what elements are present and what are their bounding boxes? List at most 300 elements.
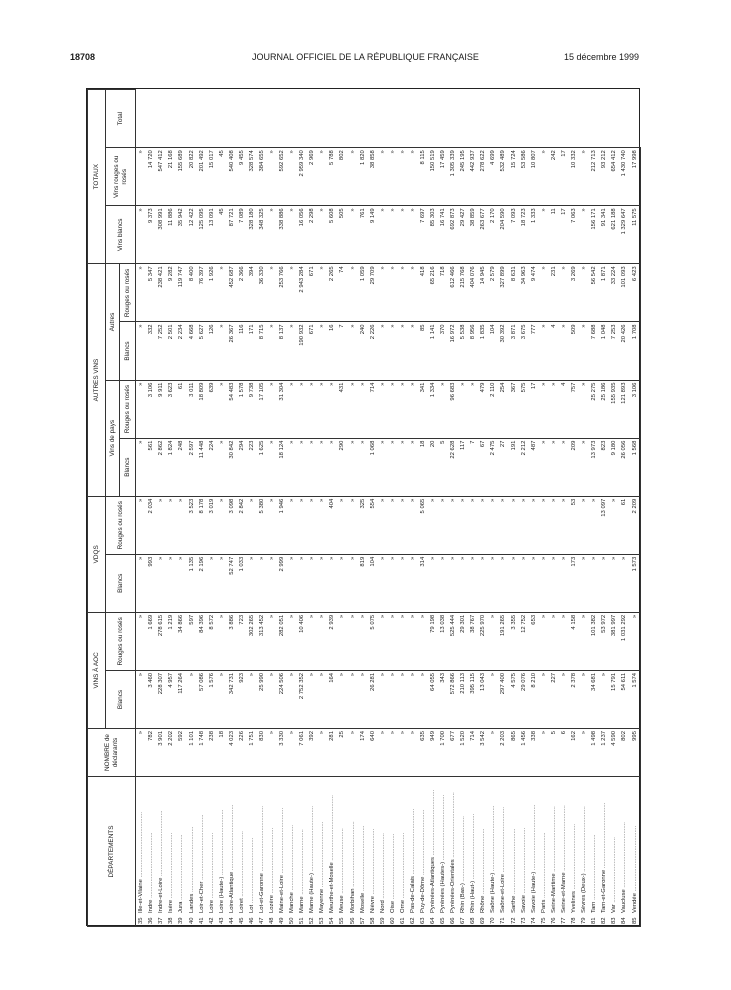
leader-dots: ........................................ bbox=[339, 828, 346, 896]
value-cell: 395 115 bbox=[468, 670, 478, 728]
value-cell: 65 216 bbox=[428, 264, 438, 322]
value-cell: » bbox=[267, 438, 277, 496]
department-cell bbox=[378, 777, 388, 927]
value-cell: 9 373 bbox=[146, 206, 156, 264]
value-cell: 328 180 bbox=[247, 206, 257, 264]
value-cell: 18 bbox=[418, 438, 428, 496]
value-cell: » bbox=[317, 729, 327, 777]
value-cell: 210 113 bbox=[458, 670, 468, 728]
value-cell: 671 bbox=[307, 264, 317, 322]
department-cell bbox=[307, 777, 317, 927]
value-cell: 612 466 bbox=[448, 264, 458, 322]
value-cell: 370 bbox=[438, 322, 448, 380]
department-cell bbox=[136, 777, 147, 927]
value-cell: 7 063 bbox=[569, 206, 579, 264]
value-cell: 227 bbox=[549, 670, 559, 728]
value-cell: 126 bbox=[207, 322, 217, 380]
value-cell: 2 202 bbox=[167, 729, 177, 777]
value-cell: 1 141 bbox=[428, 322, 438, 380]
value-cell: » bbox=[177, 554, 187, 612]
value-cell: » bbox=[509, 554, 519, 612]
value-cell: » bbox=[589, 554, 599, 612]
value-cell: 5 538 bbox=[458, 322, 468, 380]
value-cell: 204 590 bbox=[499, 206, 509, 264]
value-cell: » bbox=[539, 670, 549, 728]
value-cell: » bbox=[559, 322, 569, 380]
header-departements: DÉPARTEMENTS bbox=[88, 777, 136, 927]
department-name: Loire (Haute-) bbox=[218, 876, 225, 913]
value-cell: 4 158 bbox=[569, 612, 579, 670]
value-cell: 17 bbox=[559, 148, 569, 206]
value-cell: 238 421 bbox=[156, 264, 166, 322]
value-cell: 12 752 bbox=[519, 612, 529, 670]
value-cell: 101 093 bbox=[619, 264, 629, 322]
value-cell: » bbox=[217, 670, 227, 728]
value-cell: » bbox=[297, 554, 307, 612]
value-cell: 38 767 bbox=[468, 612, 478, 670]
value-cell: 1 456 bbox=[519, 729, 529, 777]
value-cell: 7 bbox=[338, 322, 348, 380]
department-name: Orne bbox=[399, 899, 406, 913]
value-cell: » bbox=[267, 380, 277, 438]
value-cell: » bbox=[136, 438, 147, 496]
leader-dots: ........................................ bbox=[279, 807, 286, 876]
department-name: Indre-et-Loire bbox=[158, 877, 165, 913]
value-cell: 342 731 bbox=[227, 670, 237, 728]
value-cell: 597 bbox=[187, 612, 197, 670]
table-row bbox=[267, 90, 277, 927]
header-vdqs: VDQS bbox=[88, 496, 106, 612]
value-cell: 5 075 bbox=[368, 612, 378, 670]
value-cell: 282 051 bbox=[277, 612, 287, 670]
department-name: Lot bbox=[248, 904, 255, 913]
value-cell: » bbox=[579, 380, 589, 438]
value-cell: 2 234 bbox=[177, 322, 187, 380]
value-cell: » bbox=[609, 496, 619, 554]
value-cell: 1 237 bbox=[599, 729, 609, 777]
value-cell: » bbox=[539, 612, 549, 670]
value-cell: 245 195 bbox=[458, 148, 468, 206]
table-row bbox=[197, 90, 207, 927]
value-cell: 830 bbox=[257, 729, 267, 777]
value-cell: » bbox=[317, 148, 327, 206]
value-cell: 25 bbox=[338, 729, 348, 777]
department-cell bbox=[257, 777, 267, 927]
table-row bbox=[187, 90, 197, 927]
value-cell: » bbox=[589, 496, 599, 554]
value-cell: 61 bbox=[177, 380, 187, 438]
table-row bbox=[146, 90, 156, 927]
value-cell: » bbox=[136, 612, 147, 670]
value-cell: » bbox=[408, 554, 418, 612]
value-cell: » bbox=[287, 322, 297, 380]
table-row bbox=[529, 90, 539, 927]
value-cell: 723 bbox=[237, 612, 247, 670]
value-cell: 254 bbox=[499, 380, 509, 438]
value-cell: » bbox=[317, 612, 327, 670]
department-name: Var bbox=[611, 904, 618, 913]
department-cell bbox=[468, 777, 478, 927]
leader-dots: ........................................ bbox=[409, 808, 416, 876]
department-number: 81 bbox=[591, 917, 598, 924]
department-cell bbox=[408, 777, 418, 927]
department-number: 82 bbox=[601, 917, 608, 924]
department-number: 77 bbox=[560, 917, 567, 924]
value-cell: 31 304 bbox=[277, 380, 287, 438]
header-pays-rouges: Rouges ou rosés bbox=[120, 380, 136, 438]
department-number: 35 bbox=[138, 917, 145, 924]
table-row bbox=[338, 90, 348, 927]
leader-dots: ........................................ bbox=[188, 826, 195, 894]
table-row bbox=[549, 90, 559, 927]
value-cell: 2 597 bbox=[187, 438, 197, 496]
department-number: 67 bbox=[460, 917, 467, 924]
department-cell bbox=[499, 777, 509, 927]
value-cell: 174 bbox=[358, 729, 368, 777]
department-cell bbox=[519, 777, 529, 927]
value-cell: 64 055 bbox=[428, 670, 438, 728]
value-cell: 5 788 bbox=[328, 148, 338, 206]
department-cell bbox=[187, 777, 197, 927]
value-cell: 76 397 bbox=[197, 264, 207, 322]
table-row bbox=[468, 90, 478, 927]
value-cell: » bbox=[348, 438, 358, 496]
value-cell: 1 751 bbox=[247, 729, 257, 777]
value-cell: 1 835 bbox=[478, 322, 488, 380]
value-cell: 4 023 bbox=[227, 729, 237, 777]
value-cell: 302 265 bbox=[247, 612, 257, 670]
value-cell: » bbox=[217, 496, 227, 554]
value-cell: 692 873 bbox=[448, 206, 458, 264]
value-cell: 12 422 bbox=[187, 206, 197, 264]
leader-dots: ........................................ bbox=[208, 832, 215, 900]
value-cell: 2 579 bbox=[489, 264, 499, 322]
department-cell bbox=[398, 777, 408, 927]
value-cell: » bbox=[408, 438, 418, 496]
value-cell: 1 329 647 bbox=[619, 206, 629, 264]
department-cell bbox=[317, 777, 327, 927]
value-cell: » bbox=[418, 612, 428, 670]
value-cell: 9 738 bbox=[247, 380, 257, 438]
value-cell: 171 bbox=[247, 322, 257, 380]
value-cell: 155 689 bbox=[177, 148, 187, 206]
value-cell: 3 106 bbox=[146, 380, 156, 438]
value-cell: 540 408 bbox=[227, 148, 237, 206]
value-cell: 17 459 bbox=[438, 148, 448, 206]
value-cell: » bbox=[489, 670, 499, 728]
value-cell: » bbox=[398, 729, 408, 777]
value-cell: » bbox=[378, 496, 388, 554]
value-cell: 17 bbox=[559, 206, 569, 264]
table-row bbox=[348, 90, 358, 927]
department-cell bbox=[237, 777, 247, 927]
table-row bbox=[207, 90, 217, 927]
value-cell: 223 bbox=[247, 438, 257, 496]
value-cell: » bbox=[579, 729, 589, 777]
department-cell bbox=[388, 777, 398, 927]
table-row bbox=[519, 90, 529, 927]
value-cell: 27 bbox=[499, 438, 509, 496]
value-cell: » bbox=[287, 438, 297, 496]
value-cell: 505 bbox=[338, 206, 348, 264]
value-cell: » bbox=[136, 670, 147, 728]
value-cell: 8 137 bbox=[277, 322, 287, 380]
value-cell: » bbox=[297, 496, 307, 554]
department-name: Saône (Haute-) bbox=[490, 872, 497, 913]
value-cell: » bbox=[559, 438, 569, 496]
value-cell: » bbox=[559, 670, 569, 728]
department-name: Yvelines bbox=[570, 891, 577, 913]
value-cell: » bbox=[348, 612, 358, 670]
table-row bbox=[398, 90, 408, 927]
value-cell: 93 212 bbox=[599, 148, 609, 206]
table-row bbox=[499, 90, 509, 927]
value-cell: » bbox=[458, 496, 468, 554]
department-number: 45 bbox=[238, 917, 245, 924]
value-cell: 1 101 bbox=[187, 729, 197, 777]
value-cell: » bbox=[489, 554, 499, 612]
department-number: 44 bbox=[228, 917, 235, 924]
value-cell: » bbox=[287, 612, 297, 670]
value-cell: 26 281 bbox=[368, 670, 378, 728]
value-cell: » bbox=[408, 496, 418, 554]
leader-dots: ........................................ bbox=[560, 805, 567, 873]
value-cell: 2 034 bbox=[146, 496, 156, 554]
department-cell bbox=[227, 777, 237, 927]
journal-title: JOURNAL OFFICIEL DE LA RÉPUBLIQUE FRANÇAISE bbox=[252, 52, 479, 62]
value-cell: » bbox=[398, 148, 408, 206]
value-cell: 1 824 bbox=[167, 438, 177, 496]
department-name: Savoie (Haute-) bbox=[530, 871, 537, 913]
value-cell: 155 935 bbox=[609, 380, 619, 438]
value-cell: » bbox=[468, 496, 478, 554]
value-cell: » bbox=[338, 670, 348, 728]
table-row bbox=[388, 90, 398, 927]
value-cell: » bbox=[539, 148, 549, 206]
value-cell: 191 bbox=[509, 438, 519, 496]
value-cell: 5 065 bbox=[418, 496, 428, 554]
value-cell: 2 110 bbox=[489, 380, 499, 438]
value-cell: 150 519 bbox=[428, 148, 438, 206]
leader-dots: ........................................ bbox=[319, 821, 326, 889]
value-cell: » bbox=[307, 554, 317, 612]
table-row bbox=[328, 90, 338, 927]
value-cell: 52 747 bbox=[227, 554, 237, 612]
value-cell: » bbox=[539, 729, 549, 777]
value-cell: » bbox=[509, 496, 519, 554]
value-cell: 2 939 bbox=[328, 612, 338, 670]
value-cell: » bbox=[619, 554, 629, 612]
value-cell: 91 341 bbox=[599, 206, 609, 264]
value-cell: » bbox=[338, 554, 348, 612]
department-number: 49 bbox=[279, 917, 286, 924]
department-cell bbox=[177, 777, 187, 927]
value-cell: 16 972 bbox=[448, 322, 458, 380]
value-cell: 2 170 bbox=[489, 206, 499, 264]
value-cell: 224 506 bbox=[277, 670, 287, 728]
department-name: Sèvres (Deux-) bbox=[580, 873, 587, 913]
value-cell: 2 969 bbox=[307, 148, 317, 206]
department-cell bbox=[368, 777, 378, 927]
table-row bbox=[257, 90, 267, 927]
value-cell: » bbox=[328, 380, 338, 438]
value-cell: » bbox=[287, 206, 297, 264]
department-name: Loire-Atlantique bbox=[228, 871, 235, 913]
value-cell: 9 180 bbox=[609, 438, 619, 496]
value-cell: » bbox=[458, 380, 468, 438]
department-number: 76 bbox=[550, 917, 557, 924]
department-number: 63 bbox=[419, 917, 426, 924]
value-cell: 2 203 bbox=[499, 729, 509, 777]
value-cell: 84 396 bbox=[197, 612, 207, 670]
value-cell: 2 475 bbox=[489, 438, 499, 496]
department-name: Ille-et-Vilaine bbox=[138, 879, 145, 913]
value-cell: 1 305 339 bbox=[448, 148, 458, 206]
table-row bbox=[177, 90, 187, 927]
value-cell: 532 489 bbox=[499, 148, 509, 206]
value-cell: » bbox=[559, 496, 569, 554]
value-cell: » bbox=[257, 554, 267, 612]
leader-dots: ........................................ bbox=[349, 821, 356, 889]
value-cell: 367 bbox=[509, 380, 519, 438]
value-cell: » bbox=[358, 438, 368, 496]
value-cell: 87 721 bbox=[227, 206, 237, 264]
value-cell: 85 303 bbox=[428, 206, 438, 264]
value-cell: 14 720 bbox=[146, 148, 156, 206]
value-cell: » bbox=[468, 554, 478, 612]
value-cell: » bbox=[609, 554, 619, 612]
value-cell: » bbox=[156, 554, 166, 612]
value-cell: » bbox=[529, 496, 539, 554]
value-cell: » bbox=[549, 612, 559, 670]
department-number: 71 bbox=[500, 917, 507, 924]
value-cell: 96 683 bbox=[448, 380, 458, 438]
department-number: 54 bbox=[329, 917, 336, 924]
value-cell: 54 611 bbox=[619, 670, 629, 728]
table-row bbox=[629, 90, 640, 927]
department-name: Pyrénées-Atlantiques bbox=[430, 857, 437, 913]
value-cell: 16 bbox=[328, 322, 338, 380]
department-number: 70 bbox=[490, 917, 497, 924]
value-cell: » bbox=[307, 496, 317, 554]
value-cell: » bbox=[136, 380, 147, 438]
header-autres: Autres bbox=[106, 264, 120, 380]
department-cell bbox=[438, 777, 448, 927]
value-cell: 164 bbox=[328, 670, 338, 728]
value-cell: 381 997 bbox=[609, 612, 619, 670]
value-cell: 67 bbox=[478, 438, 488, 496]
value-cell: » bbox=[287, 729, 297, 777]
value-cell: 8 400 bbox=[187, 264, 197, 322]
value-cell: 525 444 bbox=[448, 612, 458, 670]
department-name: Puy-de-Dôme bbox=[419, 876, 426, 913]
header-vins-rouges: Vins rouges ou rosés bbox=[106, 148, 136, 206]
value-cell: 10 332 bbox=[569, 148, 579, 206]
value-cell: » bbox=[579, 554, 589, 612]
value-cell: 56 542 bbox=[589, 264, 599, 322]
department-number: 58 bbox=[369, 917, 376, 924]
value-cell: 173 bbox=[569, 554, 579, 612]
department-number: 39 bbox=[178, 917, 185, 924]
value-cell: 394 bbox=[247, 264, 257, 322]
header-aoc-rouges: Rouges ou rosés bbox=[106, 612, 136, 670]
leader-dots: ........................................ bbox=[490, 805, 497, 873]
value-cell: 547 412 bbox=[156, 148, 166, 206]
value-cell: » bbox=[267, 148, 277, 206]
table-row bbox=[438, 90, 448, 927]
value-cell: » bbox=[438, 380, 448, 438]
leader-dots: ........................................ bbox=[218, 809, 225, 877]
department-name: Nièvre bbox=[369, 895, 376, 913]
value-cell: » bbox=[338, 612, 348, 670]
value-cell: 15 724 bbox=[509, 148, 519, 206]
value-cell: 2 959 340 bbox=[297, 148, 307, 206]
value-cell: 677 bbox=[448, 729, 458, 777]
value-cell: 36 330 bbox=[257, 264, 267, 322]
page-number: 18708 bbox=[70, 52, 96, 62]
leader-dots: ........................................ bbox=[450, 792, 457, 860]
value-cell: » bbox=[358, 670, 368, 728]
table-row bbox=[569, 90, 579, 927]
value-cell: 162 bbox=[569, 729, 579, 777]
value-cell: 11 448 bbox=[197, 438, 207, 496]
department-number: 52 bbox=[309, 917, 316, 924]
value-cell: » bbox=[317, 264, 327, 322]
value-cell: 34 963 bbox=[519, 264, 529, 322]
department-number: 84 bbox=[621, 917, 628, 924]
department-number: 46 bbox=[248, 917, 255, 924]
header-nombre-declarants: NOMBRE de déclarants bbox=[88, 729, 136, 777]
value-cell: » bbox=[559, 554, 569, 612]
table-row bbox=[509, 90, 519, 927]
value-cell: » bbox=[267, 264, 277, 322]
leader-dots: ........................................ bbox=[258, 805, 265, 874]
department-number: 53 bbox=[319, 917, 326, 924]
value-cell: » bbox=[408, 380, 418, 438]
department-number: 36 bbox=[148, 917, 155, 924]
value-cell: 923 bbox=[237, 670, 247, 728]
value-cell: » bbox=[267, 322, 277, 380]
value-cell: 442 937 bbox=[468, 148, 478, 206]
value-cell: 823 bbox=[599, 438, 609, 496]
value-cell: 1 498 bbox=[589, 729, 599, 777]
value-cell: 5 608 bbox=[328, 206, 338, 264]
value-cell: 53 bbox=[569, 496, 579, 554]
value-cell: 6 bbox=[559, 729, 569, 777]
value-cell: 18 723 bbox=[519, 206, 529, 264]
department-name: Vendée bbox=[631, 893, 638, 913]
value-cell: 452 687 bbox=[227, 264, 237, 322]
value-cell: 338 886 bbox=[277, 206, 287, 264]
value-cell: 621 188 bbox=[609, 206, 619, 264]
header-vins-de-pays: Vins de pays bbox=[106, 380, 120, 496]
value-cell: » bbox=[388, 148, 398, 206]
value-cell: 4 668 bbox=[187, 322, 197, 380]
value-cell: 61 bbox=[619, 496, 629, 554]
value-cell: » bbox=[348, 264, 358, 322]
value-cell: » bbox=[388, 554, 398, 612]
value-cell: 14 945 bbox=[478, 264, 488, 322]
department-number: 50 bbox=[289, 917, 296, 924]
value-cell: 4 bbox=[559, 380, 569, 438]
table-row bbox=[609, 90, 619, 927]
value-cell: » bbox=[579, 438, 589, 496]
department-name: Lot-et-Garonne bbox=[258, 873, 265, 913]
department-number: 69 bbox=[480, 917, 487, 924]
value-cell: 201 492 bbox=[197, 148, 207, 206]
department-name: Marne (Haute-) bbox=[309, 873, 316, 913]
value-cell: » bbox=[348, 206, 358, 264]
